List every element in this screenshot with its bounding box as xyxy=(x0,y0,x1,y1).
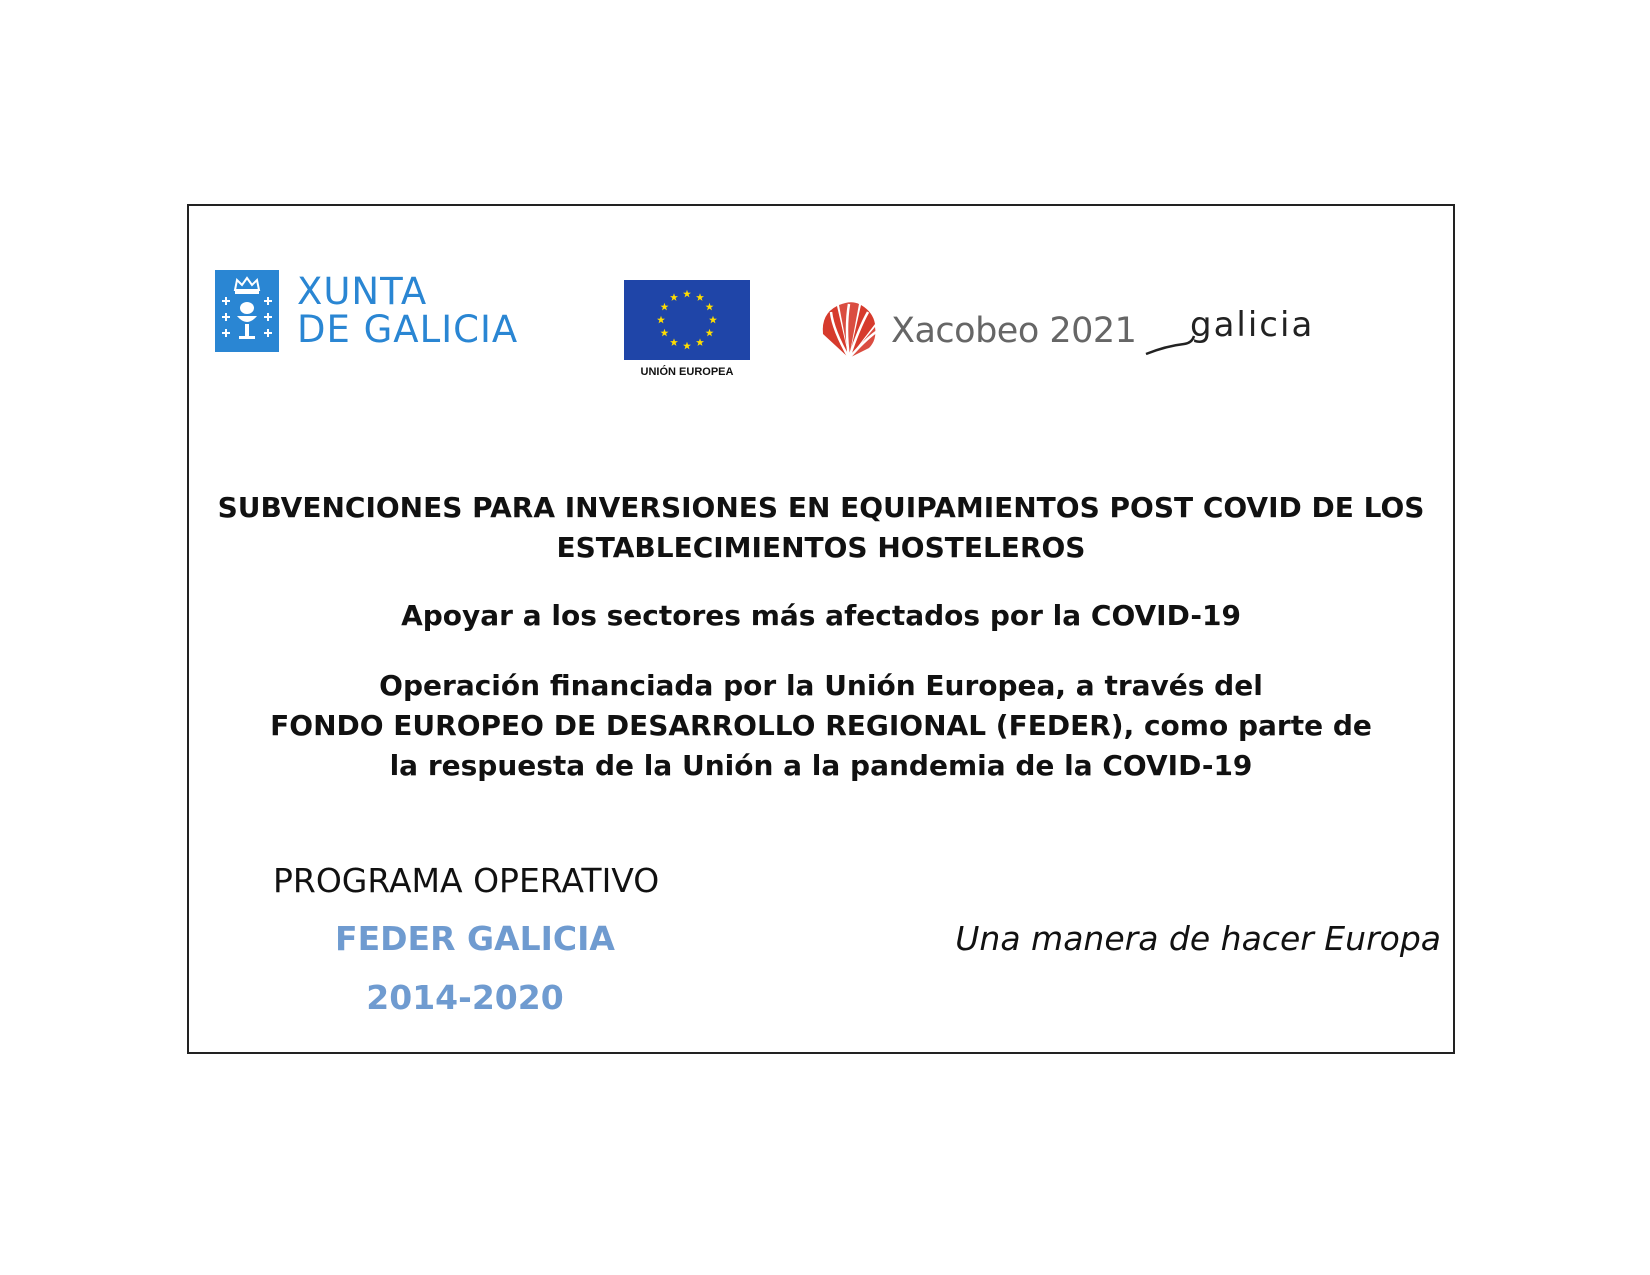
xunta-line2: DE GALICIA xyxy=(297,308,519,351)
financing-line1: Operación financiada por la Unión Europea, a través del xyxy=(379,669,1263,702)
eu-slogan: Una manera de hacer Europa xyxy=(955,919,1441,958)
eu-star-icon xyxy=(696,338,704,346)
eu-star-icon xyxy=(657,316,665,324)
eu-star-icon xyxy=(709,316,717,324)
eu-star-icon xyxy=(683,290,691,298)
programa-years: 2014-2020 xyxy=(366,978,564,1017)
eu-star-icon xyxy=(660,329,668,337)
eu-star-icon xyxy=(660,303,668,311)
grant-title-line2: ESTABLECIMIENTOS HOSTELEROS xyxy=(556,531,1086,564)
financing-line2: FONDO EUROPEO DE DESARROLLO REGIONAL (FEDER), como parte de xyxy=(270,709,1372,742)
xunta-de-galicia-logo xyxy=(215,268,535,354)
xunta-wordmark xyxy=(297,270,519,351)
xunta-line1: XUNTA xyxy=(297,270,428,313)
programa-name: FEDER GALICIA xyxy=(335,919,615,958)
eu-star-icon xyxy=(670,293,678,301)
coat-of-arms-icon xyxy=(215,270,279,352)
xacobeo-wordmark: Xacobeo 2021 xyxy=(891,311,1137,351)
funding-notice-panel xyxy=(187,204,1455,1054)
programa-operativo-label: PROGRAMA OPERATIVO xyxy=(273,861,660,900)
eu-star-icon xyxy=(696,293,704,301)
union-europea-logo xyxy=(623,280,751,384)
eu-star-icon xyxy=(683,342,691,350)
eu-flag-icon xyxy=(624,280,750,360)
galicia-wordmark: galicia xyxy=(1190,305,1315,345)
financing-line3: la respuesta de la Unión a la pandemia de la COVID-19 xyxy=(389,749,1253,782)
galicia-tourism-logo xyxy=(1144,300,1344,360)
xacobeo-2021-logo xyxy=(819,298,1137,364)
eu-star-icon xyxy=(670,338,678,346)
eu-caption: UNIÓN EUROPEA xyxy=(640,366,734,378)
scallop-shell-icon xyxy=(819,300,879,362)
grant-title xyxy=(189,488,1453,568)
financing-statement xyxy=(189,666,1453,786)
eu-star-icon xyxy=(706,329,714,337)
grant-objective: Apoyar a los sectores más afectados por la COVID-19 xyxy=(401,599,1241,632)
grant-title-line1: SUBVENCIONES PARA INVERSIONES EN EQUIPAMIENTOS POST COVID DE LOS xyxy=(217,491,1425,524)
eu-star-icon xyxy=(706,303,714,311)
